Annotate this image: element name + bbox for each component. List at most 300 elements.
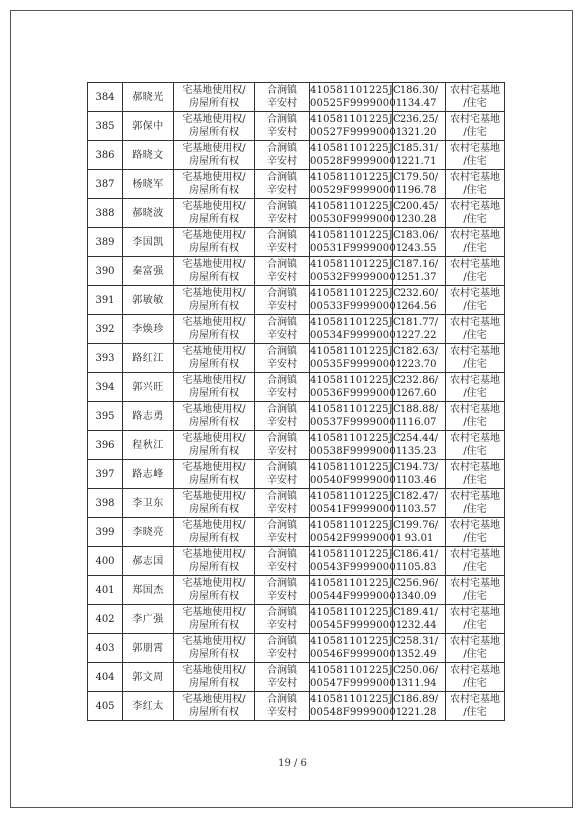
unit-code-line: 41058110122​5JC (310, 201, 401, 212)
unit-code-line: 00543F99990001 (310, 562, 403, 573)
unit-code-line: 41058110122​5JC (310, 404, 401, 415)
location-cell (255, 112, 310, 141)
location-line: 合涧镇 (267, 85, 297, 96)
right-type-cell (174, 170, 255, 199)
unit-code-cell (310, 112, 403, 141)
usage-line: /住宅 (463, 156, 487, 167)
right-type-line: 宅基地使用权/ (182, 433, 246, 444)
area-line: 251.37 (401, 272, 437, 283)
unit-code-cell (310, 373, 403, 402)
table-row (88, 315, 505, 344)
right-type-cell (174, 518, 255, 547)
area-line: 258.31/ (399, 636, 439, 647)
row-number-cell: 385 (88, 112, 123, 141)
right-type-line: 房屋所有权 (189, 330, 239, 341)
right-type-line: 宅基地使用权/ (182, 578, 246, 589)
right-type-cell (174, 373, 255, 402)
usage-cell (446, 344, 505, 373)
location-cell (255, 460, 310, 489)
usage-cell (446, 315, 505, 344)
usage-cell (446, 460, 505, 489)
unit-code-line: 00534F99990001 (310, 330, 403, 341)
usage-line: 农村宅基地 (450, 201, 500, 212)
location-line: 辛安村 (267, 475, 297, 486)
area-line: 189.41/ (399, 607, 439, 618)
row-number-cell: 398 (88, 489, 123, 518)
row-number-cell: 395 (88, 402, 123, 431)
unit-code-line: 41058110122​5JC (310, 317, 401, 328)
location-line: 合涧镇 (267, 346, 297, 357)
area-line: 194.73/ (399, 462, 439, 473)
usage-line: /住宅 (463, 359, 487, 370)
right-type-line: 宅基地使用权/ (182, 520, 246, 531)
unit-code-line: 41058110122​5JC (310, 346, 401, 357)
right-type-line: 房屋所有权 (189, 156, 239, 167)
usage-line: 农村宅基地 (450, 346, 500, 357)
row-number-cell: 391 (88, 286, 123, 315)
usage-cell (446, 547, 505, 576)
right-type-line: 宅基地使用权/ (182, 85, 246, 96)
location-line: 辛安村 (267, 388, 297, 399)
unit-code-line: 00528F99990001 (310, 156, 403, 167)
right-type-cell (174, 576, 255, 605)
unit-code-line: 00532F99990001 (310, 272, 403, 283)
unit-code-line: 00537F99990001 (310, 417, 403, 428)
area-line: 340.09 (401, 591, 437, 602)
area-line: 199.76/ (399, 520, 439, 531)
unit-code-cell (310, 141, 403, 170)
usage-line: /住宅 (463, 127, 487, 138)
owner-name-cell: 郭文周 (123, 663, 174, 692)
unit-code-line: 00544F99990001 (310, 591, 403, 602)
right-type-line: 房屋所有权 (189, 475, 239, 486)
location-line: 合涧镇 (267, 491, 297, 502)
owner-name-cell: 李焕珍 (123, 315, 174, 344)
location-line: 辛安村 (267, 417, 297, 428)
location-line: 辛安村 (267, 185, 297, 196)
location-line: 辛安村 (267, 272, 297, 283)
usage-line: /住宅 (463, 272, 487, 283)
unit-code-line: 00538F99990001 (310, 446, 403, 457)
usage-cell (446, 257, 505, 286)
right-type-cell (174, 431, 255, 460)
location-line: 合涧镇 (267, 520, 297, 531)
owner-name-cell: 路志勇 (123, 402, 174, 431)
usage-line: 农村宅基地 (450, 259, 500, 270)
location-cell (255, 431, 310, 460)
usage-cell (446, 286, 505, 315)
table-row (88, 489, 505, 518)
location-cell (255, 373, 310, 402)
location-cell (255, 228, 310, 257)
unit-code-line: 41058110122​5JC (310, 694, 401, 705)
right-type-line: 房屋所有权 (189, 417, 239, 428)
area-line: 186.30/ (399, 85, 439, 96)
right-type-line: 宅基地使用权/ (182, 694, 246, 705)
unit-code-cell (310, 576, 403, 605)
unit-code-cell (310, 431, 403, 460)
unit-code-line: 41058110122​5JC (310, 578, 401, 589)
right-type-cell (174, 634, 255, 663)
right-type-line: 房屋所有权 (189, 707, 239, 718)
unit-code-line: 41058110122​5JC (310, 462, 401, 473)
table-row (88, 460, 505, 489)
right-type-cell (174, 141, 255, 170)
area-line: 183.06/ (399, 230, 439, 241)
row-number-cell: 397 (88, 460, 123, 489)
usage-line: /住宅 (463, 214, 487, 225)
usage-line: /住宅 (463, 98, 487, 109)
right-type-line: 宅基地使用权/ (182, 317, 246, 328)
row-number-cell: 387 (88, 170, 123, 199)
row-number-cell: 392 (88, 315, 123, 344)
row-number-cell: 390 (88, 257, 123, 286)
location-line: 合涧镇 (267, 462, 297, 473)
area-line: 200.45/ (399, 201, 439, 212)
right-type-cell (174, 547, 255, 576)
location-cell (255, 605, 310, 634)
owner-name-cell: 郭兴旺 (123, 373, 174, 402)
right-type-line: 房屋所有权 (189, 649, 239, 660)
row-number-cell: 394 (88, 373, 123, 402)
area-line: 352.49 (401, 649, 437, 660)
area-line: 254.44/ (399, 433, 439, 444)
table-row (88, 344, 505, 373)
usage-line: /住宅 (463, 388, 487, 399)
usage-line: 农村宅基地 (450, 85, 500, 96)
unit-code-cell (310, 257, 403, 286)
area-line: 116.07 (401, 417, 437, 428)
location-line: 合涧镇 (267, 230, 297, 241)
unit-code-cell (310, 228, 403, 257)
area-line: 230.28 (401, 214, 437, 225)
row-number-cell: 393 (88, 344, 123, 373)
row-number-cell: 399 (88, 518, 123, 547)
table-row (88, 576, 505, 605)
unit-code-line: 00527F99990001 (310, 127, 403, 138)
right-type-line: 宅基地使用权/ (182, 143, 246, 154)
usage-line: /住宅 (463, 591, 487, 602)
unit-code-line: 41058110122​5JC (310, 143, 401, 154)
owner-name-cell: 郭保中 (123, 112, 174, 141)
right-type-line: 宅基地使用权/ (182, 636, 246, 647)
area-line: 232.86/ (399, 375, 439, 386)
owner-name-cell: 李红太 (123, 692, 174, 721)
location-cell (255, 634, 310, 663)
unit-code-cell (310, 286, 403, 315)
location-cell (255, 315, 310, 344)
table-row (88, 112, 505, 141)
right-type-line: 宅基地使用权/ (182, 404, 246, 415)
location-line: 合涧镇 (267, 549, 297, 560)
right-type-line: 宅基地使用权/ (182, 346, 246, 357)
usage-line: 农村宅基地 (450, 665, 500, 676)
usage-line: /住宅 (463, 243, 487, 254)
location-line: 辛安村 (267, 446, 297, 457)
location-line: 辛安村 (267, 533, 297, 544)
location-line: 合涧镇 (267, 259, 297, 270)
right-type-line: 房屋所有权 (189, 446, 239, 457)
table-row (88, 663, 505, 692)
usage-line: 农村宅基地 (450, 549, 500, 560)
right-type-line: 宅基地使用权/ (182, 375, 246, 386)
row-number-cell: 401 (88, 576, 123, 605)
location-line: 辛安村 (267, 330, 297, 341)
area-line: 93.01 (404, 533, 434, 544)
location-line: 合涧镇 (267, 404, 297, 415)
area-line: 182.63/ (399, 346, 439, 357)
unit-code-line: 41058110122​5JC (310, 549, 401, 560)
usage-line: 农村宅基地 (450, 607, 500, 618)
usage-line: 农村宅基地 (450, 230, 500, 241)
unit-code-line: 41058110122​5JC (310, 259, 401, 270)
right-type-line: 房屋所有权 (189, 98, 239, 109)
area-line: 186.41/ (399, 549, 439, 560)
unit-code-cell (310, 460, 403, 489)
usage-line: 农村宅基地 (450, 114, 500, 125)
usage-line: /住宅 (463, 301, 487, 312)
right-type-cell (174, 692, 255, 721)
area-line: 179.50/ (399, 172, 439, 183)
owner-name-cell: 李卫东 (123, 489, 174, 518)
usage-line: 农村宅基地 (450, 317, 500, 328)
location-cell (255, 547, 310, 576)
area-line: 221.71 (401, 156, 437, 167)
area-line: 185.31/ (399, 143, 439, 154)
usage-cell (446, 634, 505, 663)
location-cell (255, 83, 310, 112)
unit-code-line: 00546F99990001 (310, 649, 403, 660)
location-cell (255, 286, 310, 315)
right-type-line: 房屋所有权 (189, 678, 239, 689)
right-type-line: 宅基地使用权/ (182, 230, 246, 241)
location-cell (255, 402, 310, 431)
registry-table (87, 82, 505, 721)
right-type-cell (174, 286, 255, 315)
right-type-cell (174, 199, 255, 228)
location-line: 合涧镇 (267, 694, 297, 705)
right-type-line: 宅基地使用权/ (182, 491, 246, 502)
area-line: 221.28 (401, 707, 437, 718)
location-line: 辛安村 (267, 504, 297, 515)
unit-code-line: 00548F99990001 (310, 707, 403, 718)
usage-cell (446, 112, 505, 141)
right-type-line: 房屋所有权 (189, 301, 239, 312)
area-line: 267.60 (401, 388, 437, 399)
usage-line: /住宅 (463, 533, 487, 544)
owner-name-cell: 李晓亮 (123, 518, 174, 547)
right-type-cell (174, 257, 255, 286)
usage-cell (446, 170, 505, 199)
right-type-line: 房屋所有权 (189, 591, 239, 602)
location-line: 合涧镇 (267, 636, 297, 647)
usage-cell (446, 489, 505, 518)
usage-line: 农村宅基地 (450, 694, 500, 705)
location-line: 合涧镇 (267, 114, 297, 125)
right-type-cell (174, 489, 255, 518)
location-cell (255, 489, 310, 518)
unit-code-line: 41058110122​5JC (310, 230, 401, 241)
row-number-cell: 404 (88, 663, 123, 692)
table-row (88, 605, 505, 634)
owner-name-cell: 郭敏敏 (123, 286, 174, 315)
unit-code-cell (310, 692, 403, 721)
right-type-line: 房屋所有权 (189, 359, 239, 370)
right-type-line: 房屋所有权 (189, 562, 239, 573)
table-row (88, 692, 505, 721)
area-line: 236.25/ (399, 114, 439, 125)
page-number: 19 / 6 (278, 758, 307, 769)
right-type-line: 宅基地使用权/ (182, 462, 246, 473)
unit-code-line: 41058110122​5JC (310, 636, 401, 647)
unit-code-cell (310, 199, 403, 228)
right-type-line: 宅基地使用权/ (182, 665, 246, 676)
usage-line: /住宅 (463, 504, 487, 515)
right-type-line: 房屋所有权 (189, 504, 239, 515)
unit-code-line: 00540F99990001 (310, 475, 403, 486)
unit-code-cell (310, 489, 403, 518)
right-type-line: 房屋所有权 (189, 185, 239, 196)
location-cell (255, 663, 310, 692)
usage-line: /住宅 (463, 475, 487, 486)
usage-cell (446, 692, 505, 721)
table-row (88, 228, 505, 257)
table-row (88, 373, 505, 402)
row-number-cell: 402 (88, 605, 123, 634)
location-line: 辛安村 (267, 301, 297, 312)
owner-name-cell: 路晓文 (123, 141, 174, 170)
row-number-cell: 388 (88, 199, 123, 228)
right-type-line: 房屋所有权 (189, 127, 239, 138)
area-line: 105.83 (401, 562, 437, 573)
unit-code-line: 00531F99990001 (310, 243, 403, 254)
right-type-line: 宅基地使用权/ (182, 288, 246, 299)
row-number-cell: 403 (88, 634, 123, 663)
unit-code-cell (310, 663, 403, 692)
location-line: 合涧镇 (267, 665, 297, 676)
right-type-line: 宅基地使用权/ (182, 201, 246, 212)
area-line: 196.78 (401, 185, 437, 196)
usage-line: /住宅 (463, 562, 487, 573)
location-line: 辛安村 (267, 243, 297, 254)
usage-line: /住宅 (463, 620, 487, 631)
right-type-line: 宅基地使用权/ (182, 259, 246, 270)
unit-code-line: 00547F99990001 (310, 678, 403, 689)
usage-line: 农村宅基地 (450, 433, 500, 444)
table-row (88, 199, 505, 228)
area-line: 264.56 (401, 301, 437, 312)
location-line: 合涧镇 (267, 201, 297, 212)
table-row (88, 286, 505, 315)
unit-code-line: 00529F99990001 (310, 185, 403, 196)
usage-line: 农村宅基地 (450, 636, 500, 647)
area-line: 181.77/ (399, 317, 439, 328)
area-line: 186.89/ (399, 694, 439, 705)
unit-code-cell (310, 402, 403, 431)
owner-name-cell: 李广强 (123, 605, 174, 634)
area-line: 243.55 (401, 243, 437, 254)
right-type-cell (174, 112, 255, 141)
row-number-cell: 405 (88, 692, 123, 721)
area-line: 311.94 (401, 678, 437, 689)
location-cell (255, 199, 310, 228)
unit-code-line: 00536F99990001 (310, 388, 403, 399)
usage-line: 农村宅基地 (450, 578, 500, 589)
location-line: 合涧镇 (267, 288, 297, 299)
location-cell (255, 692, 310, 721)
area-line: 232.60/ (399, 288, 439, 299)
usage-line: /住宅 (463, 678, 487, 689)
usage-line: 农村宅基地 (450, 143, 500, 154)
area-line: 232.44 (401, 620, 437, 631)
owner-name-cell: 郝晓波 (123, 199, 174, 228)
usage-line: 农村宅基地 (450, 288, 500, 299)
right-type-cell (174, 605, 255, 634)
location-line: 合涧镇 (267, 375, 297, 386)
unit-code-line: 41058110122​5JC (310, 288, 401, 299)
table-row (88, 547, 505, 576)
right-type-line: 宅基地使用权/ (182, 607, 246, 618)
usage-line: /住宅 (463, 649, 487, 660)
row-number-cell: 396 (88, 431, 123, 460)
unit-code-line: 00535F99990001 (310, 359, 403, 370)
usage-line: /住宅 (463, 330, 487, 341)
unit-code-cell (310, 315, 403, 344)
location-line: 辛安村 (267, 591, 297, 602)
owner-name-cell: 路志峰 (123, 460, 174, 489)
unit-code-cell (310, 605, 403, 634)
unit-code-cell (310, 518, 403, 547)
location-line: 辛安村 (267, 156, 297, 167)
right-type-line: 房屋所有权 (189, 388, 239, 399)
right-type-line: 房屋所有权 (189, 243, 239, 254)
location-line: 辛安村 (267, 127, 297, 138)
location-line: 辛安村 (267, 678, 297, 689)
table-row (88, 257, 505, 286)
location-cell (255, 170, 310, 199)
right-type-cell (174, 315, 255, 344)
owner-name-cell: 杨晓军 (123, 170, 174, 199)
usage-line: /住宅 (463, 185, 487, 196)
area-line: 223.70 (401, 359, 437, 370)
location-line: 辛安村 (267, 620, 297, 631)
unit-code-line: 00530F99990001 (310, 214, 403, 225)
unit-code-line: 41058110122​5JC (310, 491, 401, 502)
area-line: 321.20 (401, 127, 437, 138)
usage-cell (446, 431, 505, 460)
unit-code-line: 41058110122​5JC (310, 172, 401, 183)
area-line: 103.46 (401, 475, 437, 486)
usage-cell (446, 663, 505, 692)
registry-table-body (88, 83, 505, 721)
right-type-cell (174, 83, 255, 112)
area-line: 227.22 (401, 330, 437, 341)
location-line: 合涧镇 (267, 433, 297, 444)
location-line: 辛安村 (267, 649, 297, 660)
right-type-line: 宅基地使用权/ (182, 114, 246, 125)
unit-code-line: 00533F99990001 (310, 301, 403, 312)
location-cell (255, 518, 310, 547)
right-type-line: 房屋所有权 (189, 272, 239, 283)
usage-line: 农村宅基地 (450, 404, 500, 415)
right-type-cell (174, 663, 255, 692)
unit-code-line: 00541F99990001 (310, 504, 403, 515)
usage-cell (446, 199, 505, 228)
row-number-cell: 400 (88, 547, 123, 576)
usage-line: /住宅 (463, 417, 487, 428)
unit-code-cell (310, 634, 403, 663)
right-type-cell (174, 228, 255, 257)
